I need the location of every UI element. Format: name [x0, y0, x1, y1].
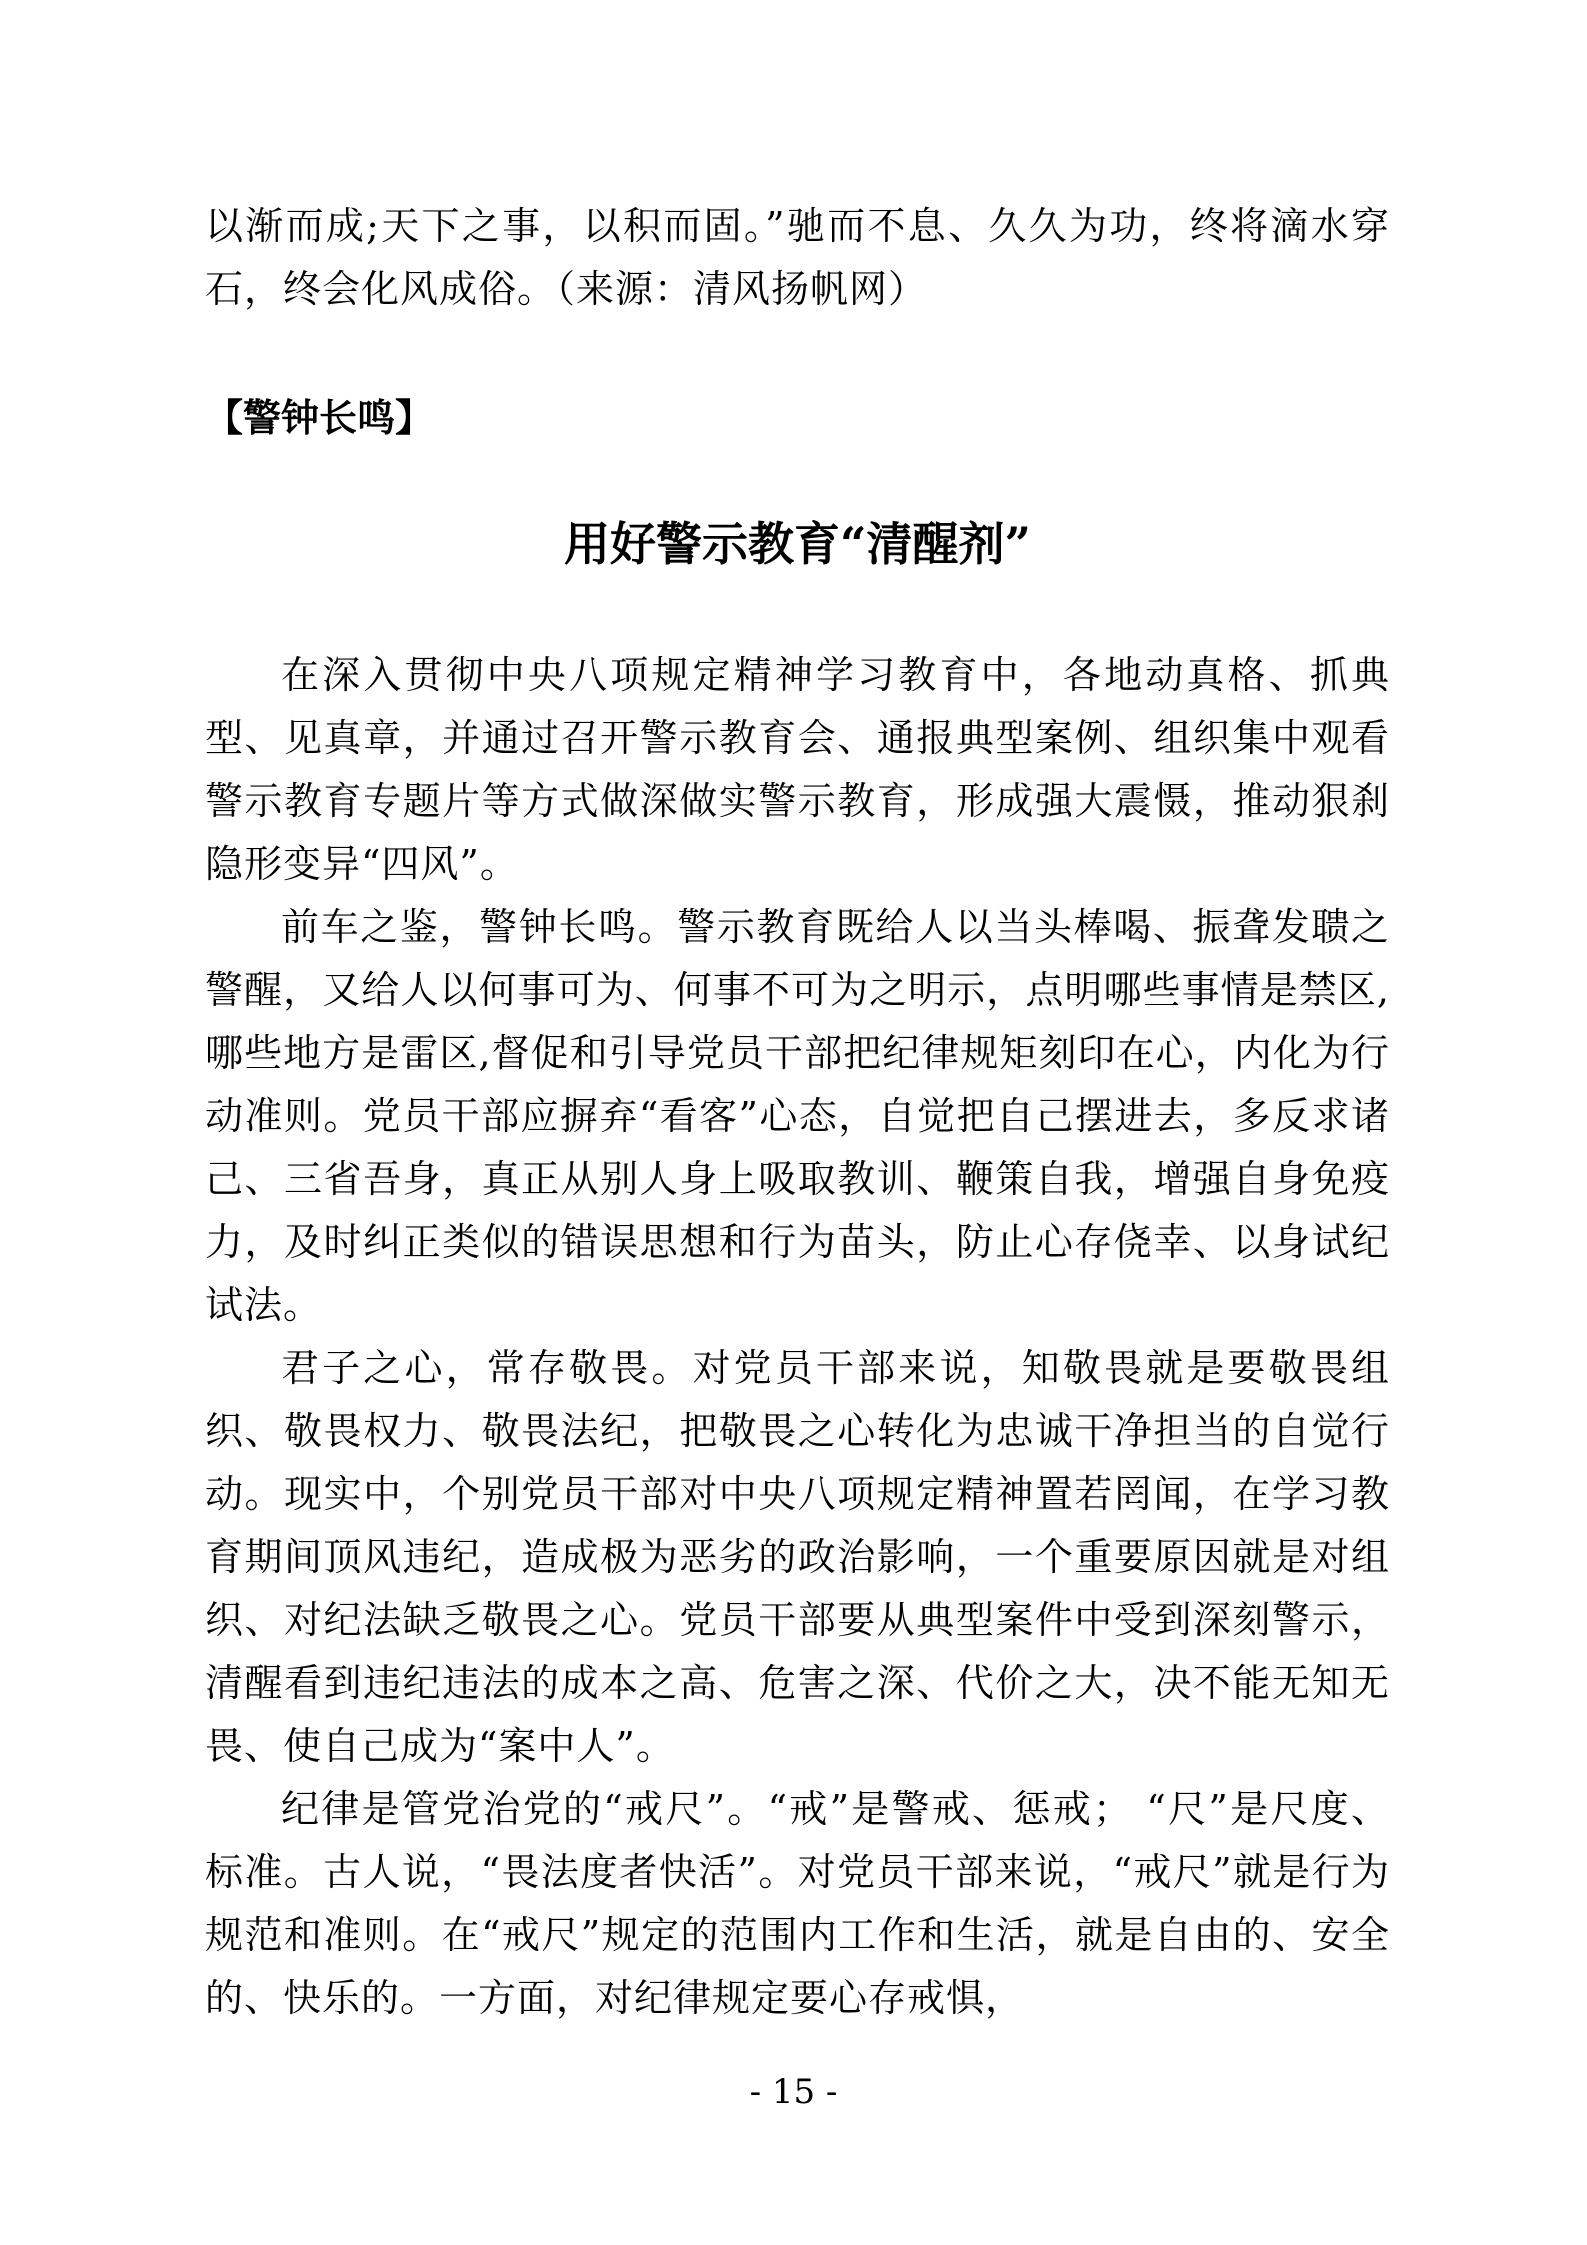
continuation-paragraph: 以渐而成;天下之事，以积而固。”驰而不息、久久为功，终将滴水穿石，终会化风成俗。（来源：清风扬帆网） — [205, 204, 1390, 311]
article-title: 用好警示教育“清醒剂” — [564, 517, 1031, 571]
body-paragraph-2: 前车之鉴，警钟长鸣。警示教育既给人以当头棒喝、振聋发聩之警醒，又给人以何事可为、何事不可为之明示，点明哪些事情是禁区,哪些地方是雷区,督促和引导党员干部把纪律规矩刻印在心，内化为行动准则。党员干部应摒弃“看客”心态，自觉把自己摆进去，多反求诸己、三省吾身，真正从别人身上吸取教训、鞭策自我，增强自身免疫力，及时纠正类似的错误思想和行为苗头，防止心存侥幸、以身试纪试法。 — [205, 905, 1390, 1327]
document-page — [205, 195, 1390, 2030]
body-paragraph-3: 君子之心，常存敬畏。对党员干部来说，知敬畏就是要敬畏组织、敬畏权力、敬畏法纪，把敬畏之心转化为忠诚干净担当的自觉行动。现实中，个别党员干部对中央八项规定精神置若罔闻，在学习教育期间顶风违纪，造成极为恶劣的政治影响，一个重要原因就是对组织、对纪法缺乏敬畏之心。党员干部要从典型案件中受到深刻警示，清醒看到违纪违法的成本之高、危害之深、代价之大，决不能无知无畏、使自己成为“案中人”。 — [205, 1346, 1390, 1768]
page-number: - 15 - — [749, 2072, 838, 2112]
body-paragraph-4: 纪律是管党治党的“戒尺”。“戒”是警戒、惩戒； “尺”是尺度、标准。古人说，“畏法度者快活”。对党员干部来说，“戒尺”就是行为规范和准则。在“戒尺”规定的范围内工作和生活，就是自由的、安全的、快乐的。一方面，对纪律规定要心存戒惧， — [205, 1787, 1390, 2020]
section-header: 【警钟长鸣】 — [205, 395, 434, 440]
body-paragraph-1: 在深入贯彻中央八项规定精神学习教育中，各地动真格、抓典型、见真章，并通过召开警示教育会、通报典型案例、组织集中观看警示教育专题片等方式做深做实警示教育，形成强大震慑，推动狠刹隐形变异“四风”。 — [205, 653, 1390, 886]
